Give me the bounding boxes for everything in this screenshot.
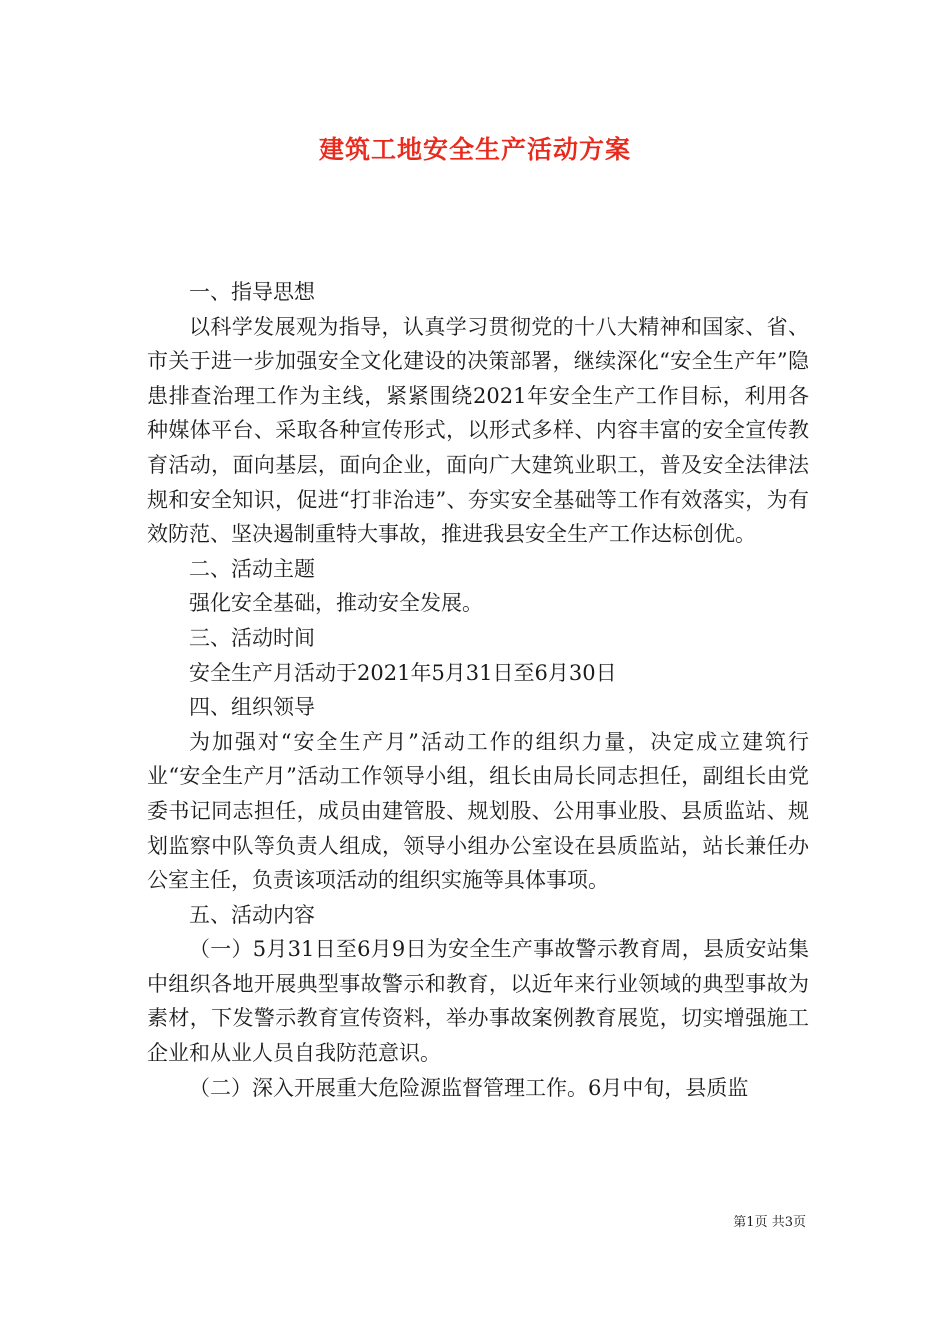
- paragraph-content-item-2: （二）深入开展重大危险源监督管理工作。6月中旬，县质监: [189, 1075, 749, 1100]
- section-heading-activity-time: 三、活动时间: [189, 625, 315, 650]
- section-heading-activity-content: 五、活动内容: [189, 902, 315, 927]
- section-heading-guiding-ideology: 一、指导思想: [189, 280, 315, 304]
- footer-middle: 页 共: [754, 1215, 785, 1230]
- text-activity-theme: 强化安全基础，推动安全发展。: [189, 591, 483, 616]
- footer-current-page: 1: [746, 1215, 755, 1230]
- paragraph-organization: 为加强对“安全生产月”活动工作的组织力量，决定成立建筑行业“安全生产月”活动工作领导小组，组长由局长同志担任，副组长由党委书记同志担任，成员由建管股、规划股、公用事业股、县质监站、规划监察中队等负责人组成，领导小组办公室设在县质监站，站长兼任办公室主任，负责该项活动的组织实施等具体事项。: [147, 729, 809, 893]
- footer-suffix: 页: [792, 1215, 806, 1230]
- page-footer: [733, 1214, 806, 1232]
- document-title: 建筑工地安全生产活动方案: [318, 135, 631, 164]
- section-heading-activity-theme: 二、活动主题: [189, 556, 315, 581]
- document-body: [147, 275, 809, 1105]
- footer-total-pages: 3: [784, 1215, 793, 1230]
- section-heading-organization: 四、组织领导: [189, 695, 315, 720]
- paragraph-content-item-1: （一）5月31日至6月9日为安全生产事故警示教育周，县质安站集中组织各地开展典型事故警示和教育，以近年来行业领域的典型事故为素材，下发警示教育宣传资料，举办事故案例教育展览，切实增强施工企业和从业人员自我防范意识。: [147, 937, 809, 1066]
- paragraph-guiding-ideology: 以科学发展观为指导，认真学习贯彻党的十八大精神和国家、省、市关于进一步加强安全文化建设的决策部署，继续深化“安全生产年”隐患排查治理工作为主线，紧紧围绕2021年安全生产工作目标，利用各种媒体平台、采取各种宣传形式，以形式多样、内容丰富的安全宣传教育活动，面向基层，面向企业，面向广大建筑业职工，普及安全法律法规和安全知识，促进“打非治违”、夯实安全基础等工作有效落实，为有效防范、坚决遏制重特大事故，推进我县安全生产工作达标创优。: [147, 314, 809, 547]
- text-activity-time: 安全生产月活动于2021年5月31日至6月30日: [189, 660, 617, 685]
- footer-prefix: 第: [733, 1215, 747, 1230]
